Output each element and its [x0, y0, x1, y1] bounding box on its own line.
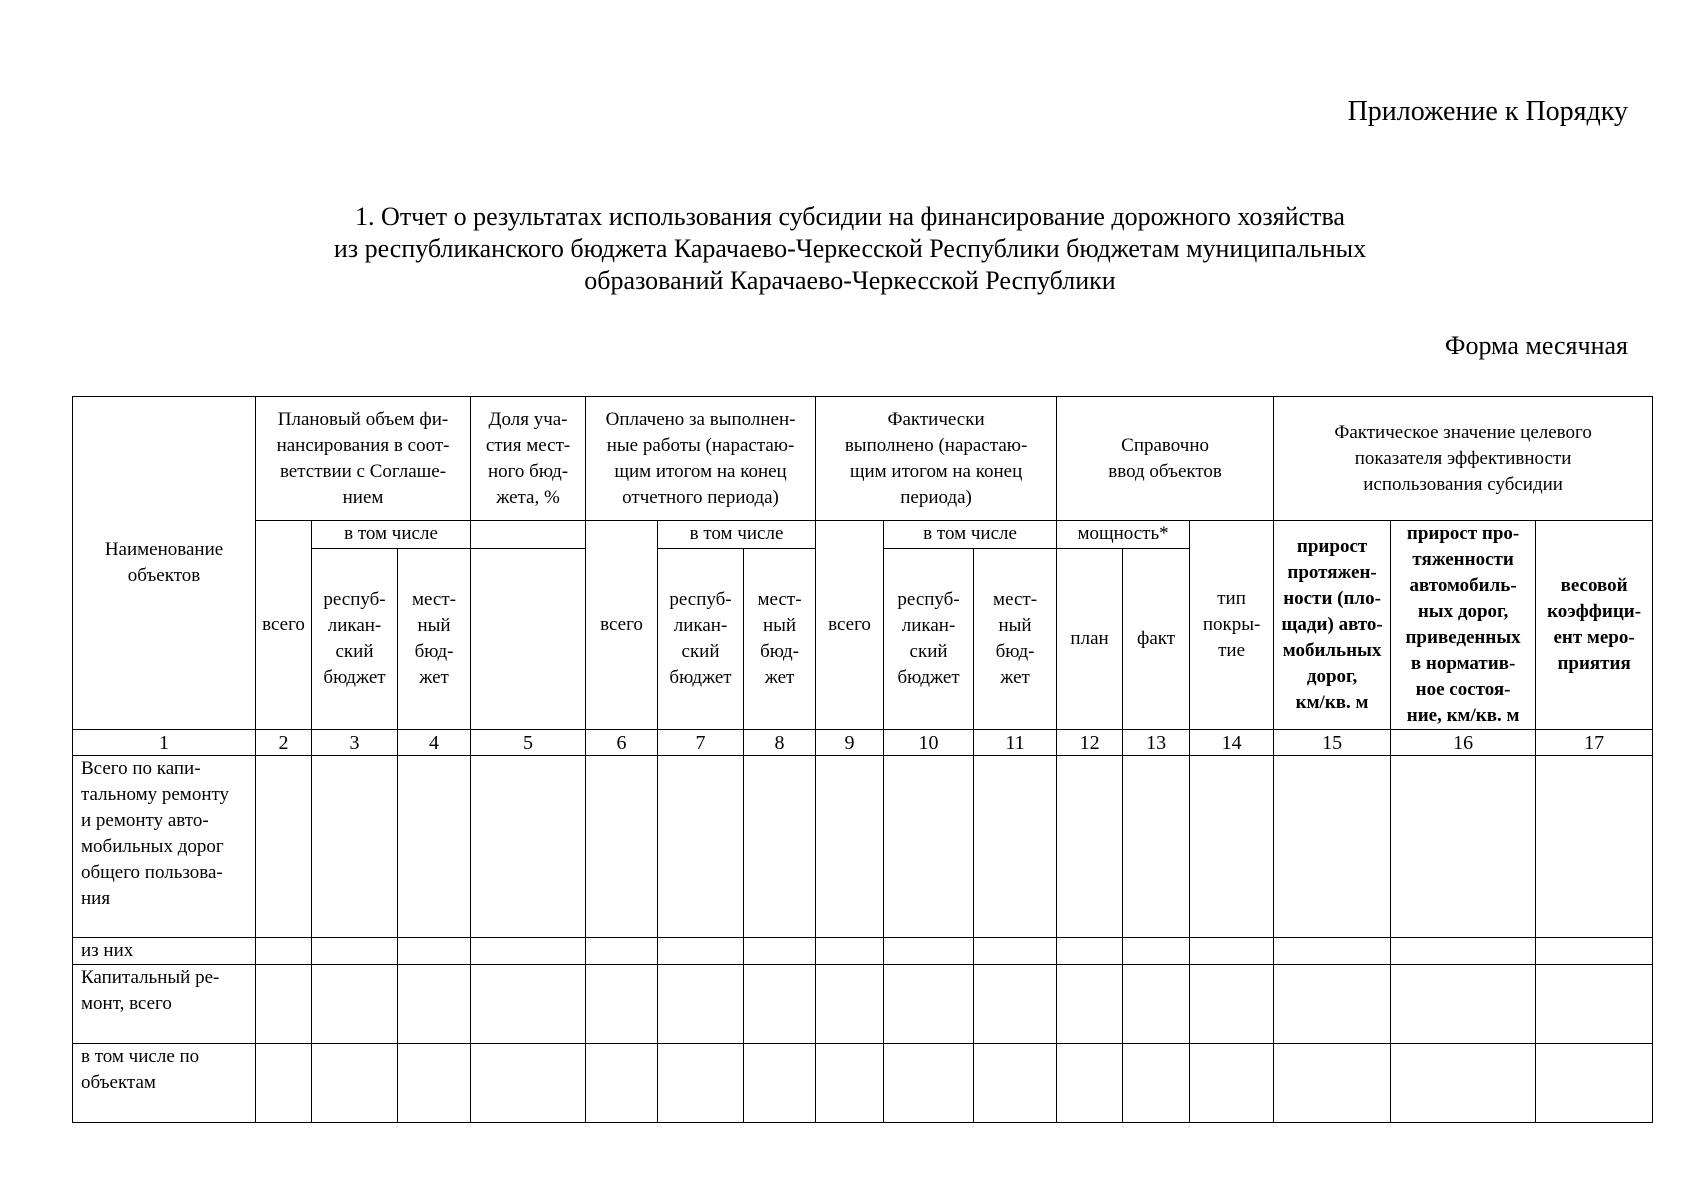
col-header-normative-growth: прирост про- тяженности автомобиль- ных дорог, приведенных в норматив- ное состоя- ние, км/кв. м: [1391, 521, 1536, 730]
col-number: 16: [1391, 730, 1536, 756]
header-row-including: [73, 521, 1653, 549]
col-header-paid-total: всего: [586, 521, 658, 730]
col-number: 13: [1123, 730, 1190, 756]
title-line-2: из республиканского бюджета Карачаево-Черкесской Республики бюджетам муниципальных: [333, 234, 1367, 263]
col-header-surface-type: тип покры- тие: [1190, 521, 1274, 730]
col-group-paid-works: Оплачено за выполнен- ные работы (нарастаю- щим итогом на конец отчетного периода): [586, 397, 816, 521]
col-number: 7: [658, 730, 744, 756]
col-number: 17: [1536, 730, 1653, 756]
table-row-capital-repair: [73, 965, 1653, 1044]
title-line-3: образований Карачаево-Черкесской Республики: [584, 266, 1116, 295]
col-number: 11: [974, 730, 1057, 756]
col-group-local-share: Доля уча- стия мест- ного бюд- жета, %: [471, 397, 586, 521]
col-header-done-local: мест- ный бюд- жет: [974, 548, 1057, 729]
col-number: 3: [312, 730, 398, 756]
row-label: Капитальный ре- монт, всего: [73, 965, 256, 1044]
col-header-share-blank: [471, 521, 586, 549]
col-header-weight-coefficient: весовой коэффици- ент меро- приятия: [1536, 521, 1653, 730]
col-number: 12: [1057, 730, 1123, 756]
column-number-row: [73, 730, 1653, 756]
col-number: 8: [744, 730, 816, 756]
col-header-capacity-plan: план: [1057, 548, 1123, 729]
col-number: 5: [471, 730, 586, 756]
col-header-capacity-fact: факт: [1123, 548, 1190, 729]
col-header-length-growth: прирост протяжен- ности (пло- щади) авто- мобильных дорог, км/кв. м: [1274, 521, 1391, 730]
col-header-planned-including: в том числе: [312, 521, 471, 549]
header-row-groups: [73, 397, 1653, 521]
col-number: 14: [1190, 730, 1274, 756]
appendix-label: Приложение к Порядку: [1347, 96, 1628, 127]
col-header-paid-republican: респуб- ликан- ский бюджет: [658, 548, 744, 729]
col-header-done-including: в том числе: [884, 521, 1057, 549]
col-header-share-value: [471, 548, 586, 729]
col-number: 15: [1274, 730, 1391, 756]
col-number: 1: [73, 730, 256, 756]
row-label: Всего по капи- тальному ремонту и ремонту авто- мобильных дорог общего пользова- ния: [73, 756, 256, 938]
title-line-1: 1. Отчет о результатах использования субсидии на финансирование дорожного хозяйства: [355, 202, 1345, 231]
col-group-reference: Справочно ввод объектов: [1057, 397, 1274, 521]
col-number: 9: [816, 730, 884, 756]
col-header-object-name: Наименование объектов: [73, 397, 256, 730]
col-header-done-total: всего: [816, 521, 884, 730]
col-header-paid-including: в том числе: [658, 521, 816, 549]
table-row-of-them: [73, 938, 1653, 965]
col-group-indicator: Фактическое значение целевого показателя эффективности использования субсидии: [1274, 397, 1653, 521]
col-header-planned-total: всего: [256, 521, 312, 730]
col-number: 2: [256, 730, 312, 756]
col-header-capacity: мощность*: [1057, 521, 1190, 549]
col-header-planned-republican: респуб- ликан- ский бюджет: [312, 548, 398, 729]
col-number: 10: [884, 730, 974, 756]
col-number: 6: [586, 730, 658, 756]
report-title: [200, 201, 1500, 297]
col-number: 4: [398, 730, 471, 756]
row-label: в том числе по объектам: [73, 1044, 256, 1123]
col-group-actually-done: Фактически выполнено (нарастаю- щим итогом на конец периода): [816, 397, 1057, 521]
row-label: из них: [73, 938, 256, 965]
table-row-by-objects: [73, 1044, 1653, 1123]
form-type-label: Форма месячная: [1444, 331, 1628, 360]
table-row-total-repair: [73, 756, 1653, 938]
col-header-planned-local: мест- ный бюд- жет: [398, 548, 471, 729]
col-header-paid-local: мест- ный бюд- жет: [744, 548, 816, 729]
report-table: [72, 396, 1653, 1123]
col-group-planned-financing: Плановый объем фи- нансирования в соот- ветствии с Соглаше- нием: [256, 397, 471, 521]
col-header-done-republican: респуб- ликан- ский бюджет: [884, 548, 974, 729]
